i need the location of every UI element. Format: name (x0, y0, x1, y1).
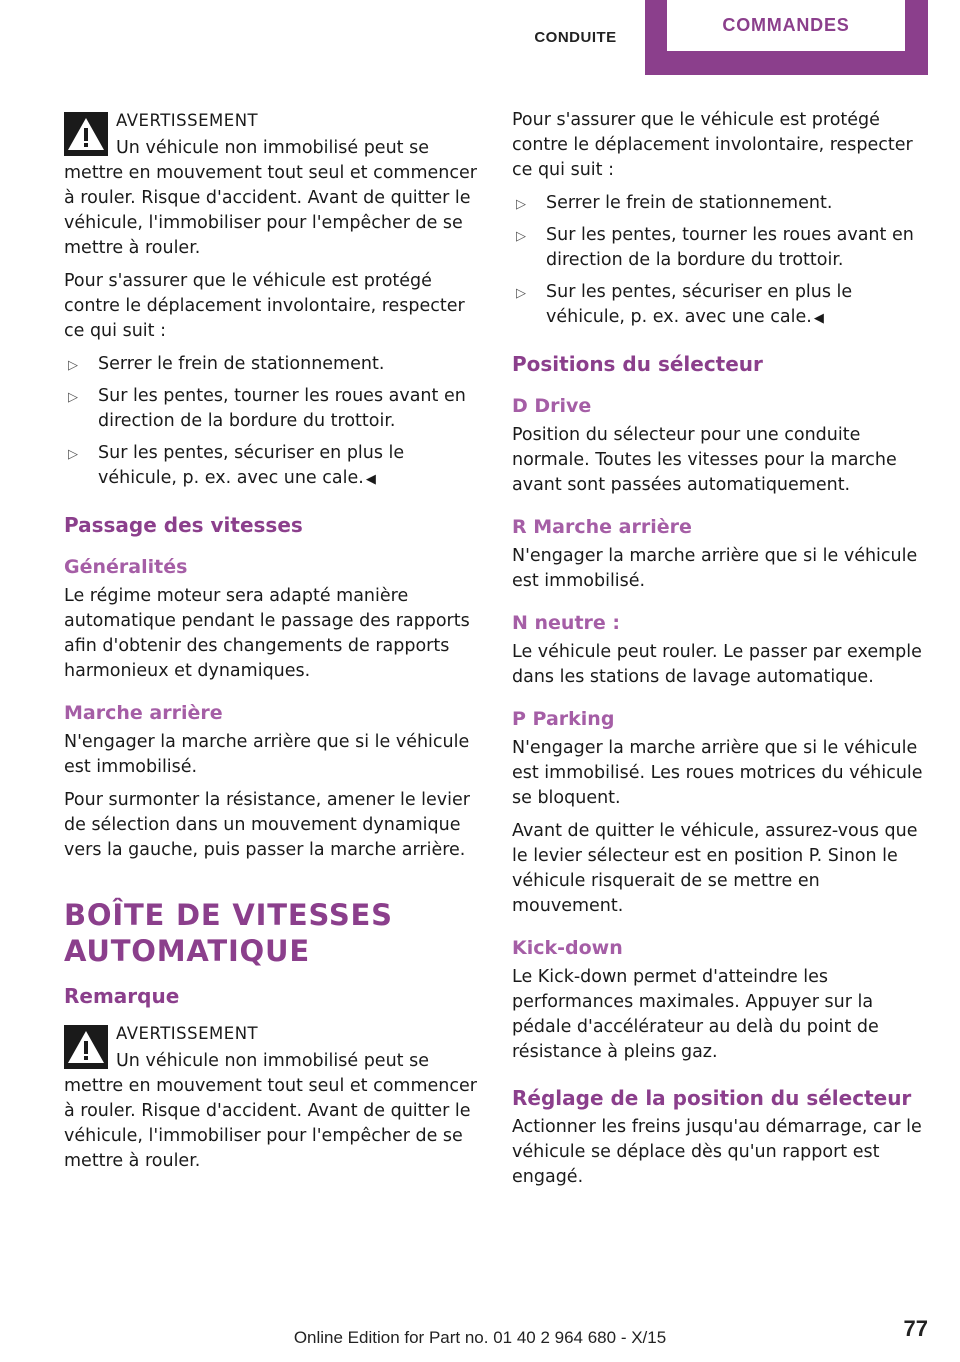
section-tab-label: CONDUITE (534, 29, 617, 46)
footer-edition: Online Edition for Part no. 01 40 2 964 680 - X/15 (293, 1328, 667, 1347)
list-item: ▷ Serrer le frein de stationnement. (64, 352, 478, 377)
list-item: ▷ Sur les pentes, tourner les roues avant en direction de la bordure du trottoir. (68, 386, 466, 431)
section-heading: Passage des vitesses (64, 513, 303, 537)
end-mark-icon: ◀ (365, 472, 376, 487)
paragraph: Le régime moteur sera adapté manière automatique pendant le passage des rapports afin d'obtenir des changements de rapports harmonieux et dynamiques. (64, 586, 470, 681)
warning-title: AVERTISSEMENT (116, 111, 259, 130)
triangle-bullet-icon: ▷ (68, 358, 78, 373)
subsection-heading: P Parking (512, 708, 615, 730)
paragraph: N'engager la marche arrière que si le véhicule est immobilisé. (512, 546, 918, 591)
warning-icon (64, 1025, 108, 1069)
warning-icon (64, 112, 108, 156)
left-column (64, 108, 478, 1182)
paragraph: Position du sélecteur pour une conduite normale. Toutes les vitesses pour la marche avant sont passées automatiquement. (512, 425, 897, 495)
page-number: 77 (903, 1316, 928, 1341)
paragraph: N'engager la marche arrière que si le véhicule est immobilisé. Les roues motrices du véhicule se bloquent. (512, 738, 923, 808)
section-heading: Positions du sélecteur (512, 352, 763, 376)
bullet-list (64, 352, 478, 492)
warning-box (64, 108, 478, 261)
chapter-tab (645, 0, 928, 75)
warning-text: Un véhicule non immobilisé peut se mettre en mouvement tout seul et commencer à rouler. Risque d'accident. Avant de quitter le véhicule, l'immobiliser pour l'empêcher de se mettre à rouler. (64, 1051, 477, 1171)
paragraph: N'engager la marche arrière que si le véhicule est immobilisé. (64, 732, 470, 777)
secure-intro: Pour s'assurer que le véhicule est protégé contre le déplacement involontaire, respecter ce qui suit : (512, 110, 913, 180)
subsection-heading: Généralités (64, 556, 188, 578)
subsection-heading: D Drive (512, 395, 592, 417)
triangle-bullet-icon: ▷ (516, 229, 526, 244)
triangle-bullet-icon: ▷ (516, 286, 526, 301)
paragraph: Actionner les freins jusqu'au démarrage, car le véhicule se déplace dès qu'un rapport est engagé. (512, 1117, 922, 1187)
paragraph: Pour surmonter la résistance, amener le levier de sélection dans un mouvement dynamique vers la gauche, puis passer la marche arrière. (64, 790, 470, 860)
subsection-heading: Kick-down (512, 937, 623, 959)
subsection-heading: Marche arrière (64, 702, 223, 724)
end-mark-icon: ◀ (813, 311, 824, 326)
triangle-bullet-icon: ▷ (68, 390, 78, 405)
subsection-heading: R Marche arrière (512, 516, 692, 538)
paragraph: Le Kick-down permet d'atteindre les performances maximales. Appuyer sur la pédale d'accélérateur au delà du point de résistance à pleins gaz. (512, 967, 879, 1062)
section-heading: Réglage de la position du sélecteur (512, 1086, 912, 1110)
paragraph: Avant de quitter le véhicule, assurez-vous que le levier sélecteur est en position P. Sinon le véhicule risquerait de se mettre en mouvement. (512, 821, 918, 916)
warning-text: Un véhicule non immobilisé peut se mettre en mouvement tout seul et commencer à rouler. Risque d'accident. Avant de quitter le véhicule, l'immobiliser pour l'empêcher de se mettre à rouler. (64, 138, 477, 258)
bullet-list (512, 191, 928, 331)
list-item: ▷ Sur les pentes, sécuriser en plus le véhicule, p. ex. avec une cale. ◀ (68, 443, 405, 488)
section-tab (508, 0, 643, 75)
list-item: ▷ Sur les pentes, sécuriser en plus le véhicule, p. ex. avec une cale. ◀ (516, 282, 853, 327)
section-heading: Remarque (64, 984, 180, 1008)
triangle-bullet-icon: ▷ (516, 197, 526, 212)
chapter-tab-label: COMMANDES (667, 0, 905, 51)
secure-intro: Pour s'assurer que le véhicule est protégé contre le déplacement involontaire, respecter ce qui suit : (64, 271, 465, 341)
triangle-bullet-icon: ▷ (68, 447, 78, 462)
warning-title: AVERTISSEMENT (116, 1024, 259, 1043)
right-column (512, 108, 928, 1198)
list-item: ▷ Sur les pentes, tourner les roues avant en direction de la bordure du trottoir. (516, 225, 914, 270)
subsection-heading: N neutre : (512, 612, 621, 634)
paragraph: Le véhicule peut rouler. Le passer par exemple dans les stations de lavage automatique. (512, 642, 922, 687)
list-item: ▷ Serrer le frein de stationnement. (512, 191, 928, 216)
warning-box (64, 1021, 478, 1174)
chapter-heading: BOÎTE DE VITESSES AUTOMATIQUE (64, 898, 393, 968)
